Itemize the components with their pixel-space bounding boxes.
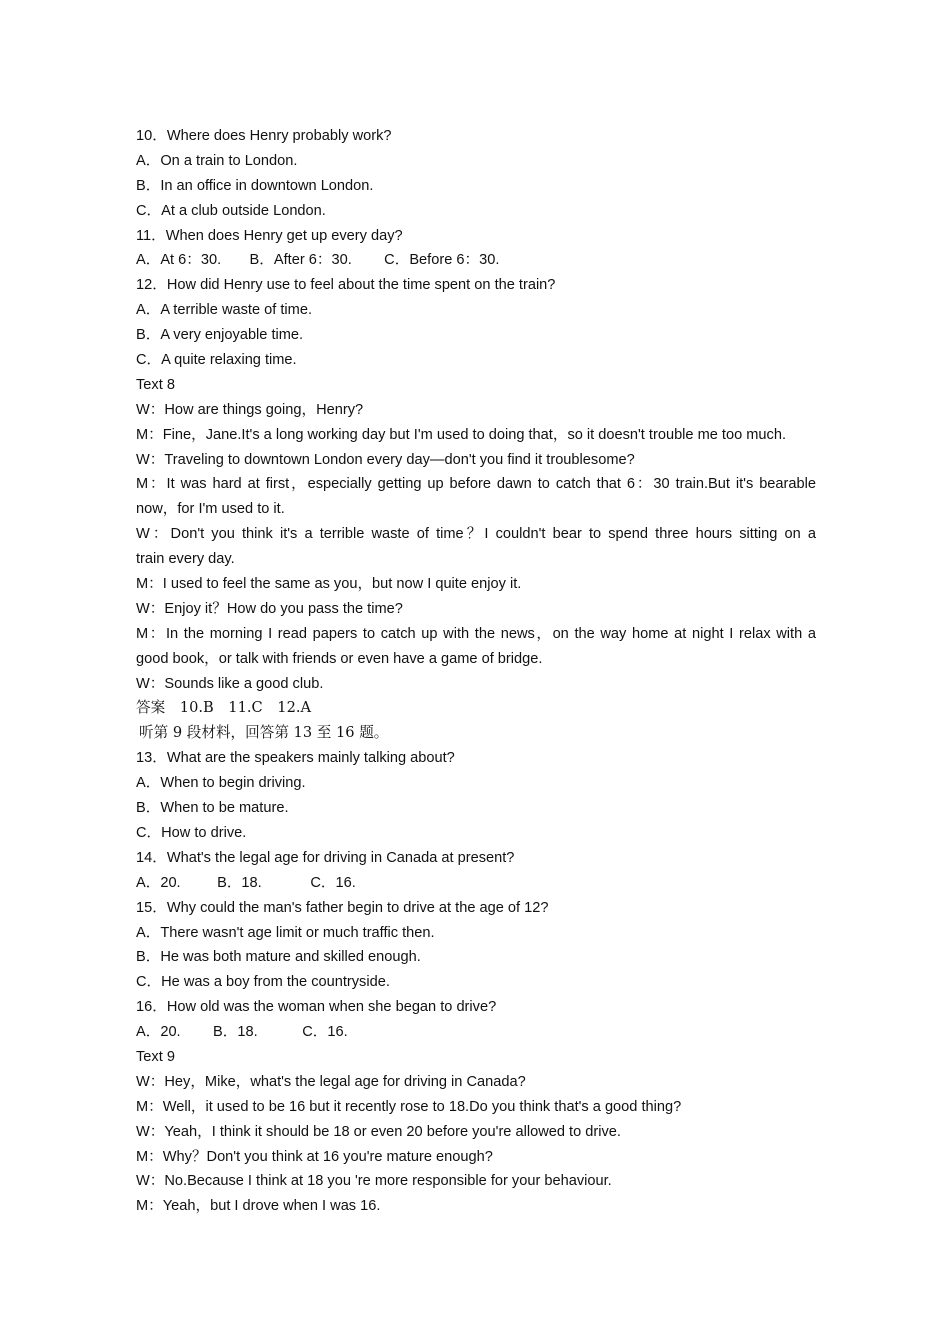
dialogue-line-continued: good book，or talk with friends or even have a game of bridge. [136, 650, 543, 667]
option-10c: C．At a club outside London. [136, 202, 326, 219]
dialogue-line: W：Yeah，I think it should be 18 or even 20 before you're allowed to drive. [136, 1123, 621, 1140]
question-14: 14．What's the legal age for driving in Canada at present? [136, 849, 515, 866]
dialogue-line: M：In the morning I read papers to catch up with the news，on the way home at night I relax with a [136, 625, 816, 642]
section-instruction: 听第 9 段材料，回答第 13 至 16 题。 [139, 724, 389, 742]
dialogue-line-continued: train every day. [136, 551, 235, 568]
option-10a: A．On a train to London. [136, 152, 298, 169]
question-12: 12．How did Henry use to feel about the time spent on the train? [136, 277, 556, 294]
answer-key: 答案 10.B 11.C 12.A [136, 699, 312, 717]
dialogue-line: W：Hey，Mike，what's the legal age for driving in Canada? [136, 1073, 526, 1090]
options-14: A．20. B．18. C．16. [136, 874, 356, 891]
dialogue-line: M：Yeah，but I drove when I was 16. [136, 1198, 381, 1215]
dialogue-line: W：Enjoy it？How do you pass the time? [136, 600, 403, 617]
dialogue-line: W：Sounds like a good club. [136, 675, 324, 692]
dialogue-line: W：No.Because I think at 18 you 're more responsible for your behaviour. [136, 1173, 612, 1190]
dialogue-line: W：Traveling to downtown London every day—don't you find it troublesome? [136, 451, 635, 468]
dialogue-line: M：It was hard at first，especially getting up before dawn to catch that 6：30 train.But it's bearable [136, 476, 816, 493]
dialogue-line-continued: now，for I'm used to it. [136, 501, 285, 518]
option-13a: A．When to begin driving. [136, 775, 306, 792]
option-10b: B．In an office in downtown London. [136, 177, 374, 194]
question-13: 13．What are the speakers mainly talking about? [136, 750, 455, 767]
options-16: A．20. B．18. C．16. [136, 1024, 348, 1041]
option-12b: B．A very enjoyable time. [136, 327, 304, 344]
dialogue-line: W：How are things going，Henry? [136, 401, 364, 418]
option-13c: C．How to drive. [136, 824, 247, 841]
option-12a: A．A terrible waste of time. [136, 302, 313, 319]
question-16: 16．How old was the woman when she began to drive? [136, 999, 497, 1016]
question-10: 10．Where does Henry probably work? [136, 128, 392, 144]
option-15a: A．There wasn't age limit or much traffic then. [136, 924, 435, 941]
option-13b: B．When to be mature. [136, 800, 289, 817]
dialogue-line: M：Fine，Jane.It's a long working day but I'm used to doing that，so it doesn't trouble me too much. [136, 426, 787, 443]
options-11: A．At 6：30. B．After 6：30. C．Before 6：30. [136, 252, 500, 269]
option-12c: C．A quite relaxing time. [136, 352, 297, 369]
text-9-heading: Text 9 [136, 1048, 175, 1065]
document-page [136, 124, 816, 1219]
dialogue-line: M：Why？Don't you think at 16 you're mature enough? [136, 1148, 493, 1165]
dialogue-line: M：Well，it used to be 16 but it recently rose to 18.Do you think that's a good thing? [136, 1098, 682, 1115]
dialogue-line: M：I used to feel the same as you，but now I quite enjoy it. [136, 576, 522, 593]
question-15: 15．Why could the man's father begin to drive at the age of 12? [136, 899, 549, 916]
dialogue-line: W：Don't you think it's a terrible waste of time？I couldn't bear to spend three hours sitting on a [136, 526, 816, 543]
option-15c: C．He was a boy from the countryside. [136, 974, 390, 991]
text-8-heading: Text 8 [136, 376, 175, 393]
question-11: 11．When does Henry get up every day? [136, 227, 403, 244]
option-15b: B．He was both mature and skilled enough. [136, 949, 421, 966]
